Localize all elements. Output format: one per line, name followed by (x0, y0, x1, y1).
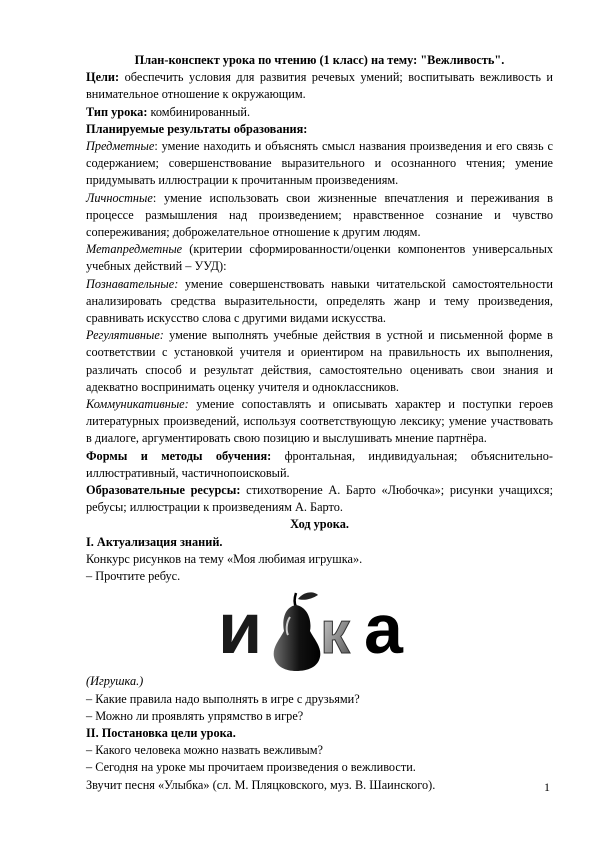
lesson-type-label: Тип урока: (86, 104, 148, 119)
personal-label: Личностные (86, 190, 153, 205)
forms-paragraph (86, 448, 553, 482)
regulatory-label: Регулятивные: (86, 328, 164, 343)
goals-text: обеспечить условия для развития речевых умений; воспитывать вежливость и внимательное отношение к окружающим. (86, 70, 553, 102)
section1-line2: – Прочтите ребус. (86, 569, 181, 584)
rebus-letter-k: к (320, 599, 351, 667)
page-number: 1 (544, 780, 550, 794)
personal-text: : умение использовать свои жизненные впечатления и переживания в процессе размышления над произведением; нравственное сознание и чувство сопереживания; доброжелательное отношение к другим людям. (86, 190, 553, 240)
metasubject-text: (критерии сформированности/оценки компонентов универсальных учебных действий – УУД): (86, 242, 553, 274)
cognitive-text: умение совершенствовать навыки читательской самостоятельности анализировать средства выразительности, определять жанр и тему произведения, сравнивать искусство слова с другими видами искусства. (86, 276, 553, 326)
section1-line1: Конкурс рисунков на тему «Моя любимая игрушка». (86, 551, 363, 566)
rebus-image (86, 585, 553, 673)
lesson-type-text: комбинированный. (147, 104, 251, 119)
page-title: План-конспект урока по чтению (1 класс) на тему: "Вежливость". (134, 53, 505, 67)
communicative-paragraph (86, 396, 553, 448)
communicative-text: умение сопоставлять и описывать характер и поступки героев литературных произведений, используя соответствующую лексику; умение участвовать в диалоге, аргументировать свою позицию и выслушивать мнение партнёра. (86, 397, 553, 446)
lesson-type-paragraph (86, 104, 553, 121)
course-heading: Ход урока. (290, 517, 349, 532)
goals-label: Цели: (86, 70, 120, 85)
section2-line1: – Какого человека можно назвать вежливым? (86, 743, 323, 758)
rebus-letter-a: а (364, 590, 403, 669)
personal-paragraph (86, 190, 553, 242)
forms-label: Формы и методы обучения: (86, 448, 272, 463)
cognitive-paragraph (86, 276, 553, 328)
resources-text: стихотворение А. Барто «Любочка»; рисунки учащихся; ребусы; иллюстрации к произведениям А. Барто. (86, 483, 553, 515)
question-1: – Какие правила надо выполнять в игре с друзьями? (86, 691, 360, 706)
rebus-answer: (Игрушка.) (86, 674, 144, 689)
subject-paragraph (86, 138, 553, 190)
results-heading: Планируемые результаты образования: (86, 121, 308, 136)
resources-paragraph (86, 482, 553, 516)
regulatory-paragraph (86, 327, 553, 396)
section1-heading: I. Актуализация знаний. (86, 534, 223, 549)
document-page (86, 52, 553, 794)
subject-text: : умение находить и объяснять смысл названия произведения и его связь с содержанием; совершенствование выразительного и осознанного чтения; умение придумывать иллюстрации к прочитанным произведениям. (86, 139, 553, 188)
metasubject-label: Метапредметные (86, 242, 183, 257)
rebus-letter-i: и (218, 589, 263, 670)
section2-line3: Звучит песня «Улыбка» (сл. М. Пляцковского, муз. В. Шаинского). (86, 777, 436, 792)
metasubject-paragraph (86, 241, 553, 275)
section2-heading: II. Постановка цели урока. (86, 725, 236, 740)
rebus-picture (218, 587, 418, 673)
resources-label: Образовательные ресурсы: (86, 483, 241, 498)
subject-label: Предметные (86, 139, 155, 154)
regulatory-text: умение выполнять учебные действия в устной и письменной форме в соответствии с установкой учителя и ориентиром на правильность их выполнения, различать способ и результат действия, самостоятельно оценивать свои знания и адекватно воспринимать оценку учителя и одноклассников. (86, 328, 553, 394)
forms-text: фронтальная, индивидуальная; объяснительно-иллюстративный, частичнопоисковый. (86, 448, 553, 480)
pear-icon (274, 593, 321, 672)
cognitive-label: Познавательные: (86, 276, 179, 291)
communicative-label: Коммуникативные: (86, 397, 189, 412)
question-2: – Можно ли проявлять упрямство в игре? (86, 708, 304, 723)
goals-paragraph (86, 69, 553, 103)
section2-line2: – Сегодня на уроке мы прочитаем произведения о вежливости. (86, 760, 416, 775)
